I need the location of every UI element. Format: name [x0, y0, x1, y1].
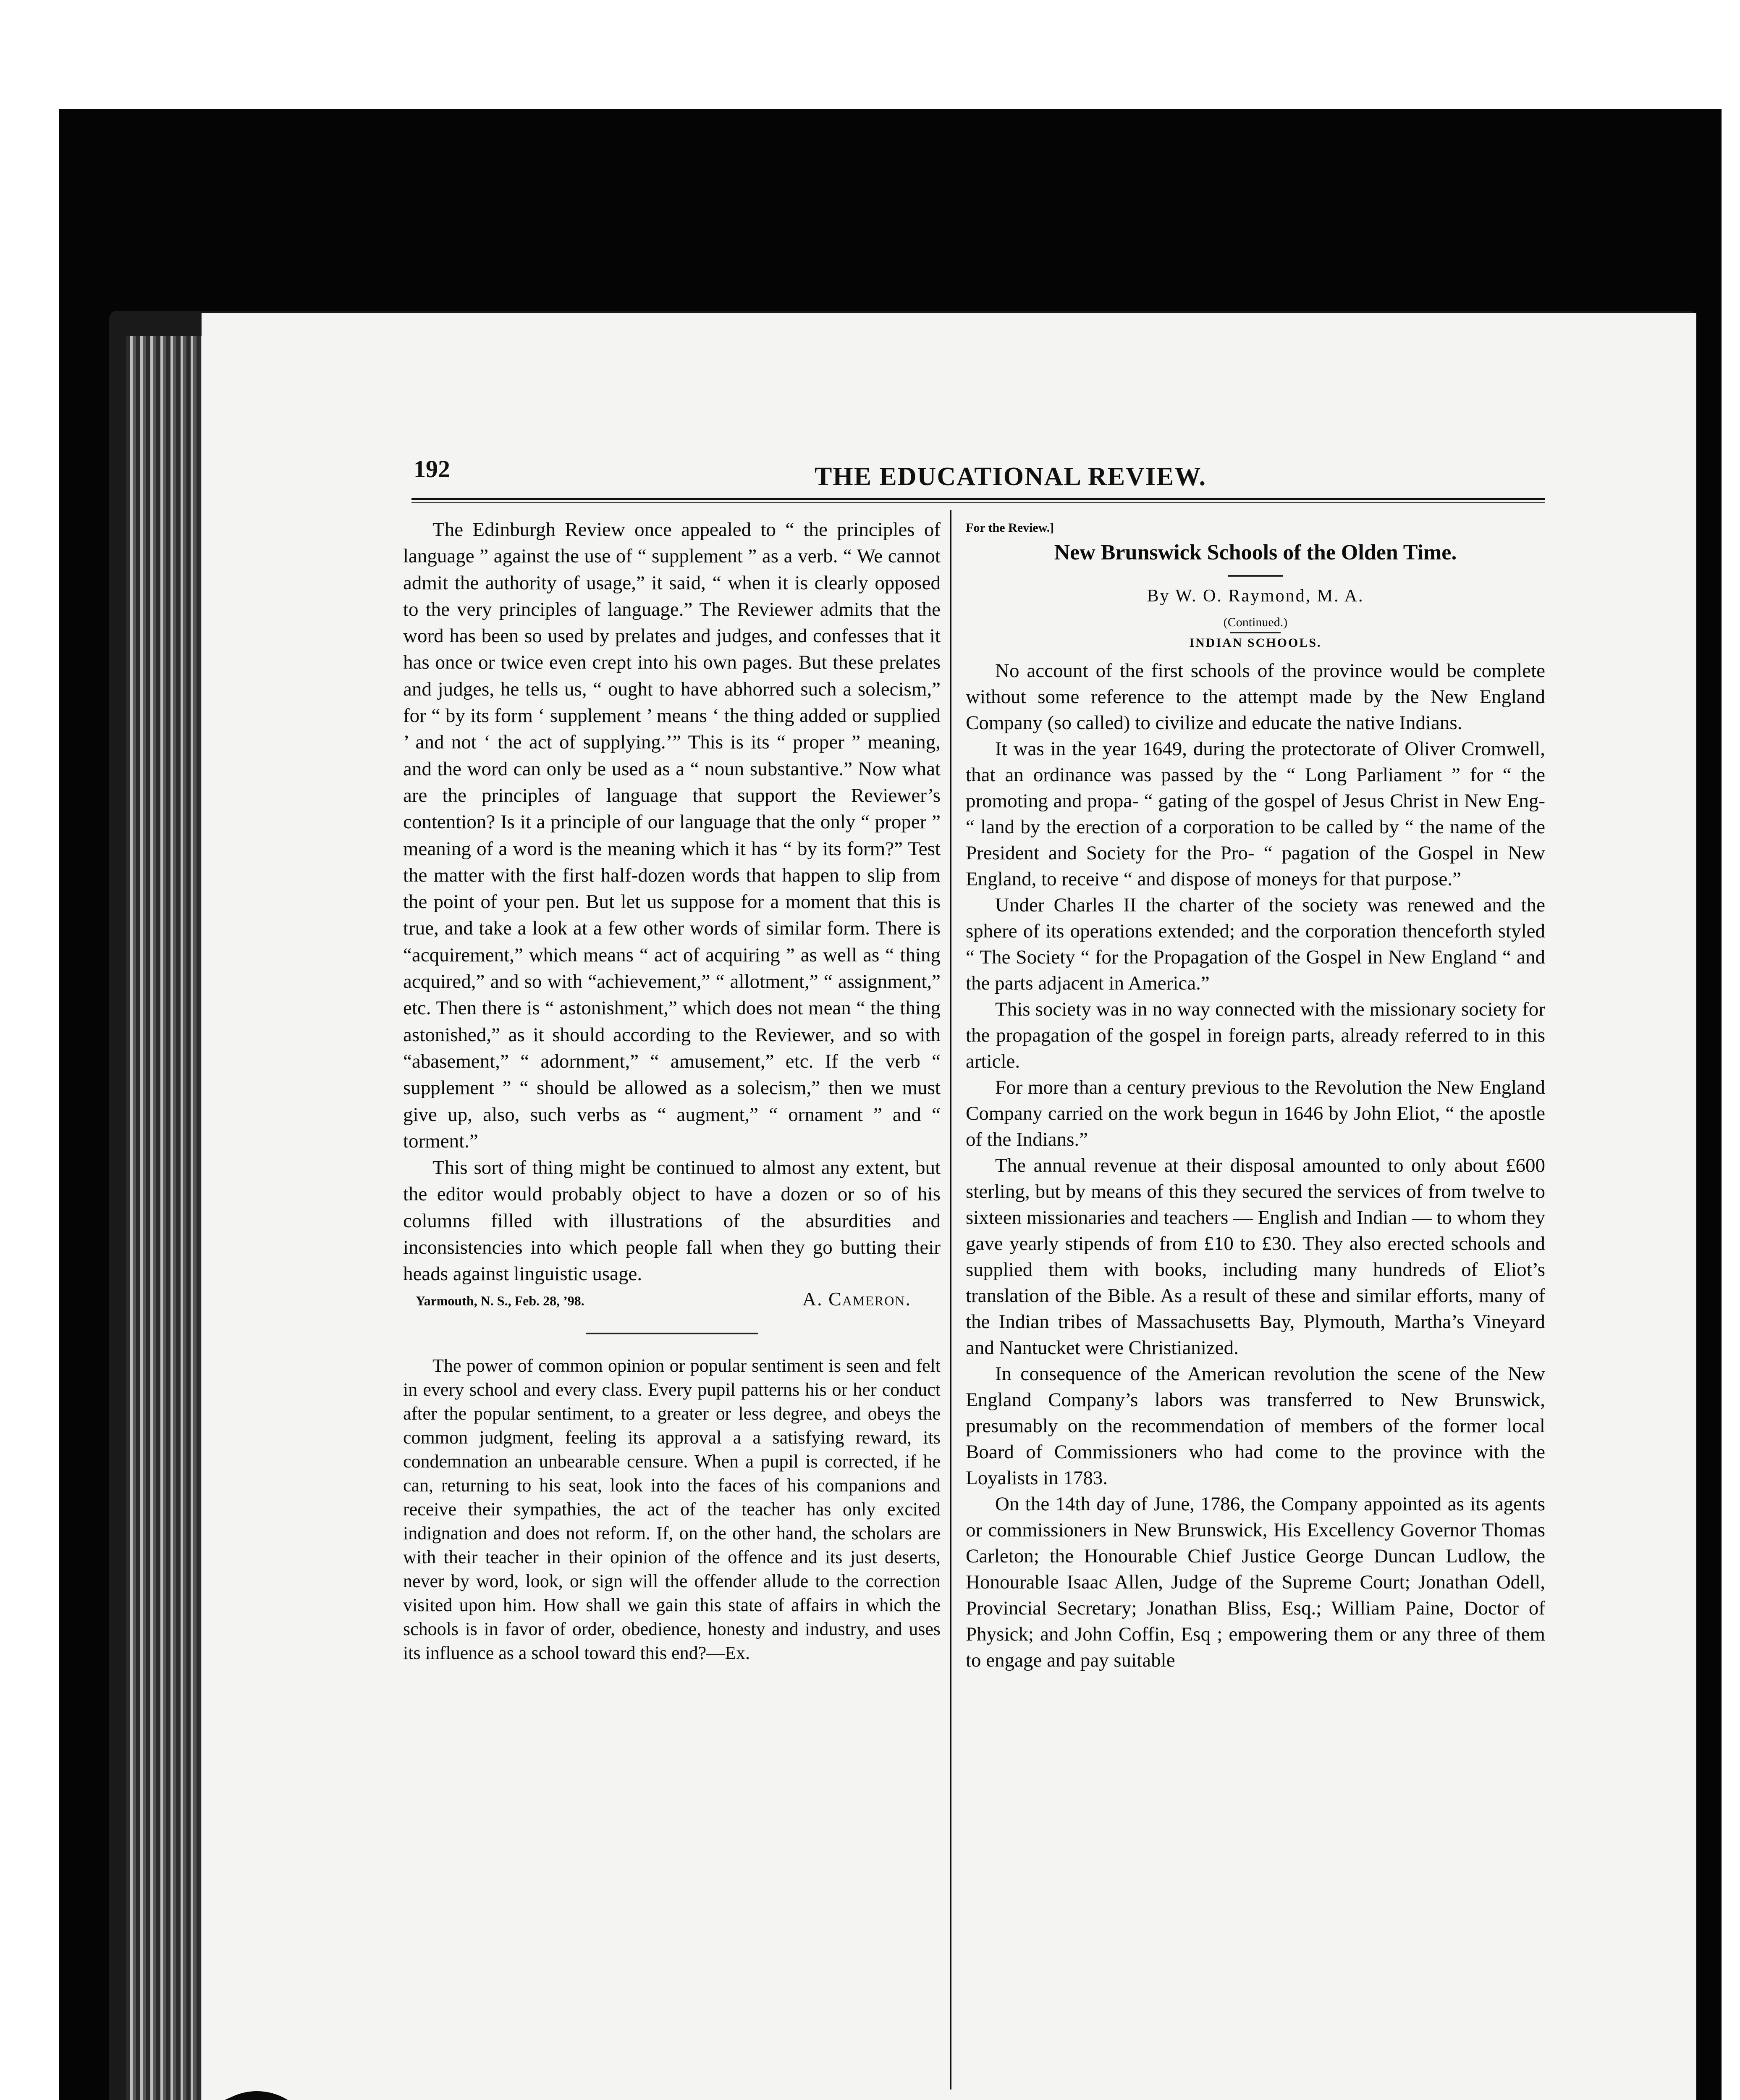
- right-paragraph-5: For more than a century previous to the Revolution the New England Company carried on the work begun in 1646 by John Eliot, “ the apostle of the Indians.”: [966, 1076, 1545, 1150]
- continued-rule: [1230, 632, 1281, 633]
- header-rule: [411, 498, 1545, 500]
- running-title: THE EDUCATIONAL REVIEW.: [815, 462, 1207, 491]
- title-rule: [1228, 575, 1283, 577]
- right-paragraph-3: Under Charles II the charter of the society was renewed and the sphere of its operations extended; and the corporation thenceforth styled “ The Society “ for the Propagation of the Gospel in New England “ and the parts adjacent in America.”: [966, 894, 1545, 994]
- continued-note: (Continued.): [1223, 615, 1288, 629]
- byline: By W. O. Raymond, M. A.: [1147, 586, 1364, 606]
- article1-paragraph-2: This sort of thing might be continued to almost any extent, but the editor would probably object to have a dozen or so of his columns filled with illustrations of the absurdities and inconsistencies into which people fall when they go butting their heads against linguistic usage.: [403, 1157, 941, 1285]
- for-review-note: For the Review.]: [966, 521, 1054, 535]
- column-rule: [950, 510, 951, 2090]
- header-rule-thin: [411, 502, 1545, 503]
- right-paragraph-2: It was in the year 1649, during the protectorate of Oliver Cromwell, that an ordinance was passed by the “ Long Parliament ” for “ the promoting and propa- “ gating of the gospel of Jesus Christ in New Eng- “ land by the erection of a corporation to be called by “ the name of the President and Society for the Pro- “ pagation of the Gospel in New England, to receive “ and dispose of moneys for that purpose.”: [966, 738, 1545, 890]
- section-subhead: INDIAN SCHOOLS.: [1189, 636, 1322, 650]
- article2-paragraph: The power of common opinion or popular sentiment is seen and felt in every school and every class. Every pupil patterns his or her conduct after the popular sentiment, to a greater or less degree, and obeys the common judgment, feeling its approval a a satisfying reward, its condemnation an unbearable censure. When a pupil is corrected, if he can, returning to his seat, look into the faces of his companions and receive their sympathies, the act of the teacher has only excited indignation and does not reform. If, on the other hand, the scholars are with their teacher in their opinion of the offence and its just deserts, never by word, look, or sign will the offender allude to the correction visited upon him. How shall we gain this state of affairs in which the schools is in favor of order, obedience, honesty and industry, and uses its influence as a school toward this end?—Ex.: [403, 1355, 941, 1663]
- right-paragraph-4: This society was in no way connected with the missionary society for the propagation of the gospel in foreign parts, already referred to in this article.: [966, 998, 1545, 1072]
- page-number: 192: [414, 455, 450, 483]
- signature-name: A. Cameron.: [802, 1288, 911, 1310]
- right-paragraph-8: On the 14th day of June, 1786, the Company appointed as its agents or commissioners in New Brunswick, His Excellency Governor Thomas Carleton; the Honourable Chief Justice George Duncan Ludlow, the Honourable Isaac Allen, Judge of the Supreme Court; Jonathan Odell, Provincial Secretary; Jonathan Bliss, Esq.; William Paine, Doctor of Physick; and John Coffin, Esq ; empowering them or any three of them to engage and pay suitable: [966, 1493, 1545, 1671]
- signature-place: Yarmouth, N. S., Feb. 28, ’98.: [416, 1293, 584, 1308]
- article-separator: [586, 1333, 758, 1334]
- article-title: New Brunswick Schools of the Olden Time.: [1054, 541, 1457, 564]
- right-column: [966, 517, 1545, 1673]
- right-paragraph-7: In consequence of the American revolution the scene of the New England Company’s labors was transferred to New Brunswick, presumably on the recommendation of members of the former local Board of Commissioners who had come to the province with the Loyalists in 1783.: [966, 1363, 1545, 1489]
- right-paragraph-6: The annual revenue at their disposal amounted to only about £600 sterling, but by means of this they secured the services of from twelve to sixteen missionaries and teachers — English and Indian — to whom they gave yearly stipends of from £10 to £30. They also erected schools and supplied them with books, including many hundreds of Eliot’s translation of the Bible. As a result of these and similar efforts, many of the Indian tribes of Massachusetts Bay, Plymouth, Martha’s Vineyard and Nantucket were Christianized.: [966, 1155, 1545, 1359]
- left-column: [403, 517, 941, 1665]
- right-paragraph-1: No account of the first schools of the province would be complete without some reference to the attempt made by the New England Company (so called) to civilize and educate the native Indians.: [966, 660, 1545, 734]
- signature-block: [403, 1288, 941, 1310]
- article1-paragraph-1: The Edinburgh Review once appealed to “ the principles of language ” against the use of “ supplement ” as a verb. “ We cannot admit the authority of usage,” it said, “ when it is clearly opposed to the very principles of language.” The Reviewer admits that the word has been so used by prelates and judges, and confesses that it has once or twice even crept into his own pages. But these prelates and judges, he tells us, “ ought to have abhorred such a solecism,” for “ by its form ‘ supplement ’ means ‘ the thing added or supplied ’ and not ‘ the act of supplying.’” This is its “ proper ” meaning, and the word can only be used as a “ noun substantive.” Now what are the principles of language that support the Reviewer’s contention? Is it a principle of our language that the only “ proper ” meaning of a word is the meaning which it has “ by its form?” Test the matter with the first half-dozen words that happen to slip from the point of your pen. But let us suppose for a moment that this is true, and take a look at a few other words of similar form. There is “acquirement,” which means “ act of acquiring ” as well as “ thing acquired,” and so with “achievement,” “ allotment,” “ assignment,” etc. Then there is “ astonishment,” which does not mean “ the thing astonished,” as it should according to the Reviewer, and so with “abasement,” “ adornment,” “ amusement,” etc. If the verb “ supplement ” “ should be allowed as a solecism,” then we must give up, also, such verbs as “ augment,” “ ornament ” and “ torment.”: [403, 519, 941, 1152]
